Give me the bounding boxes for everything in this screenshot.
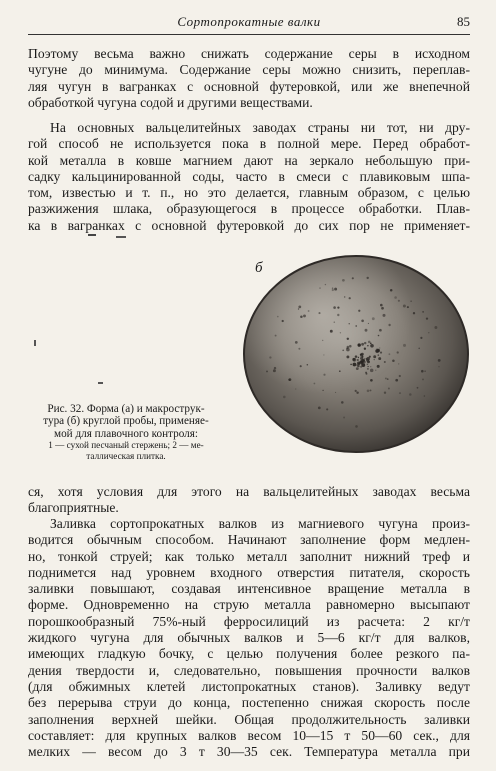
figure-mark — [116, 236, 126, 238]
figure-mark — [34, 340, 36, 346]
macrostructure-photo — [234, 246, 470, 454]
text-line: заливки повышают, создавая интенсивное вращение металла в — [28, 581, 470, 597]
text-line: Заливка сортопрокатных валков из магниевого чугуна произ- — [50, 516, 470, 531]
text-line: заполнения верхней шейки. Общая продолжительность заливки — [28, 711, 470, 727]
text-line: На основных вальцелитейных заводах страны ни тот, ни дру- — [50, 120, 470, 135]
paragraph-pouring — [28, 516, 470, 760]
text-line: дения твердости и, следовательно, повышения прочности валков — [28, 662, 470, 678]
page-number: 85 — [457, 14, 470, 29]
text-line: без перерыва струи до конца, постепенно снижая скорость после — [28, 695, 470, 711]
paragraph-sulfur — [28, 46, 470, 111]
text-line: том, известью и т. п., но это делается, главным образом, с целью — [28, 185, 470, 201]
text-line: имеющих гладкую бочку, с целью получения более резкого па- — [28, 646, 470, 662]
text-line: порошкообразный 75%-ный ферросилиций из расчета: 2 кг/т — [28, 613, 470, 629]
paragraph-plants — [28, 120, 470, 234]
running-title: Сортопрокатные валки — [177, 14, 321, 29]
text-line: садку кальцинированной соды, часто в смеси с плавиковым шпа- — [28, 168, 470, 184]
text-line: водится обычным способом. Начинают заполнение форм медлен- — [28, 532, 470, 548]
text-line: форме. Одновременно на струю металла равномерно высыпают — [28, 597, 470, 613]
paragraph-continuation — [28, 484, 470, 517]
caption-legend-line: таллическая плитка. — [86, 451, 166, 462]
text-line: гой способ не используется пока в полной мере. Перед обработ- — [28, 136, 470, 152]
text-line: кой металла в ковше магнием дают на зеркало небольшую при- — [28, 152, 470, 168]
figure-caption — [28, 403, 224, 462]
text-line: Поэтому весьма важно снижать содержание серы в исходном — [28, 46, 470, 61]
text-line: разжижения шлака, образующегося в процессе обработки. Плав- — [28, 201, 470, 217]
text-line: мелких — весом до 3 т 30—35 сек. Температура металла при — [28, 744, 470, 760]
text-line: составляет: для крупных валков весом 10—15 т 50—60 сек., для — [28, 727, 470, 743]
text-line: ка в вагранках с основной футеровкой до сих пор не применяет- — [28, 217, 470, 233]
text-line: ся, хотя условия для этого на вальцелитейных заводах весьма — [28, 484, 470, 499]
running-header — [28, 12, 470, 35]
figure-mark — [88, 234, 96, 236]
text-line: ляя чугун в вагранках с основной футеровкой, или же внепечной — [28, 78, 470, 94]
figure-label: б — [255, 260, 263, 276]
text-line: поднимется над уровнем входного отверстия питателя, скорость — [28, 564, 470, 580]
caption-line: Рис. 32. Форма (а) и макрострук- — [47, 403, 205, 415]
text-line: но, тонкой струей; как только металл заполнит нижний треф и — [28, 548, 470, 564]
caption-line: тура (б) круглой пробы, применяе- — [43, 415, 209, 428]
text-line: благоприятные. — [28, 500, 119, 516]
caption-legend-line: 1 — сухой песчаный стержень; 2 — ме- — [48, 440, 204, 451]
text-line: чугуне до минимума. Содержание серы можно снизить, переплав- — [28, 62, 470, 78]
text-line: жидкого чугуна для обычных валков и 5—6 кг/т для валков, — [28, 630, 470, 646]
text-line: обработкой чугуна содой и другими веществами. — [28, 94, 313, 110]
text-line: (для обжимных клетей листопрокатных станов). Заливку ведут — [28, 678, 470, 694]
caption-line: мой для плавочного контроля: — [54, 427, 198, 440]
figure-mark — [98, 382, 103, 384]
